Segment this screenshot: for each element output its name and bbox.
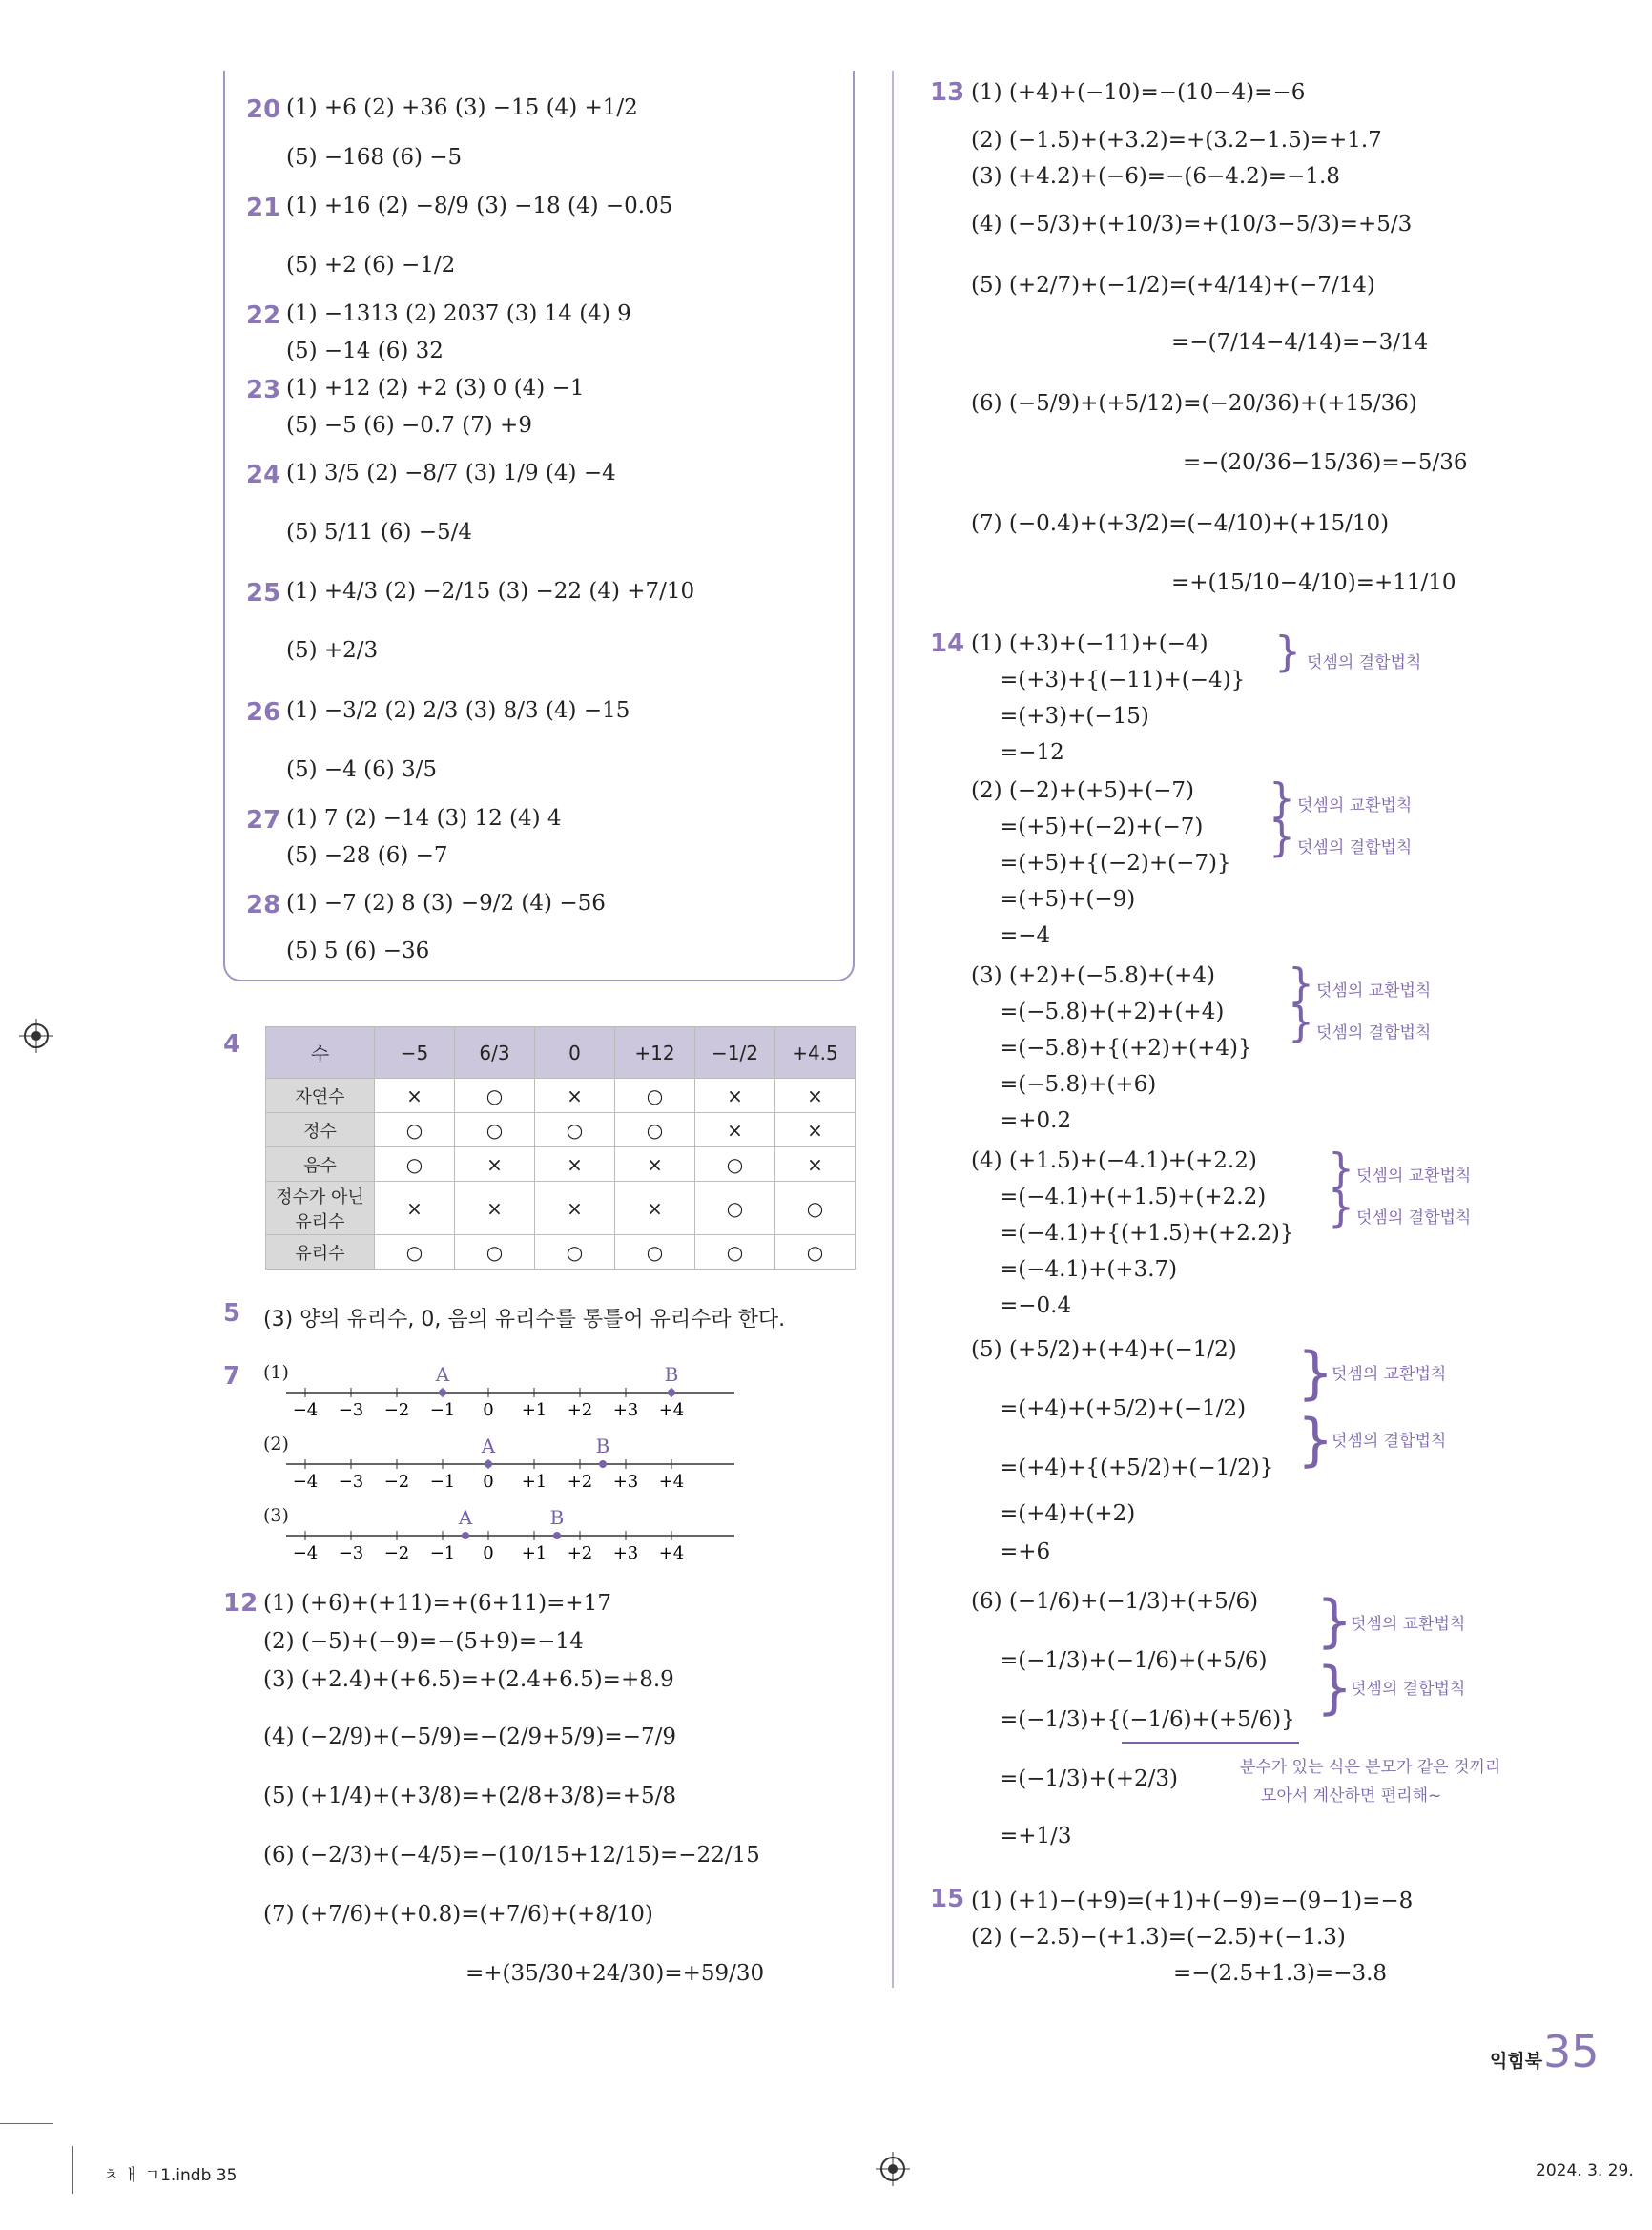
tick-label: −3	[338, 1400, 364, 1420]
tick-label: −3	[338, 1543, 364, 1563]
problem-number: 12	[223, 1589, 258, 1618]
tick-label: −1	[429, 1400, 456, 1420]
note-label: 덧셈의 결합법칙	[1351, 1680, 1466, 1699]
solution-line: (3) (+2)+(−5.8)+(+4)	[971, 963, 1215, 988]
problem-number: 20	[246, 95, 281, 124]
point-a	[462, 1532, 469, 1539]
solution-line: =(−1/3)+(−1/6)+(+5/6)	[1000, 1648, 1268, 1673]
answer-line: (5) −14 (6) 32	[286, 339, 444, 363]
problem-number: 26	[246, 698, 281, 727]
solution-line: (6) (−5/9)+(+5/12)=(−20/36)+(+15/36)	[971, 391, 1417, 416]
solution-line: =(−1/3)+(+2/3)	[1000, 1766, 1179, 1791]
table-cell: ○	[375, 1235, 455, 1270]
table-header: 0	[535, 1027, 615, 1079]
tick-label: −2	[383, 1400, 410, 1420]
number-lines	[286, 1354, 744, 1583]
answer-line: (5) −4 (6) 3/5	[286, 757, 438, 782]
brace-icon: }	[1269, 813, 1295, 861]
table-row	[266, 1147, 856, 1182]
table-cell: ○	[455, 1079, 535, 1113]
solution-line: (2) (−5)+(−9)=−(5+9)=−14	[263, 1629, 584, 1654]
brace-icon: }	[1316, 1588, 1353, 1655]
note-label: 덧셈의 교환법칙	[1332, 1365, 1447, 1384]
answer-line: (5) −28 (6) −7	[286, 843, 448, 868]
tip-note: 모아서 계산하면 편리해~	[1261, 1786, 1442, 1806]
row-label: 정수	[266, 1113, 375, 1147]
tick-label: 0	[483, 1543, 494, 1563]
tick-label: +3	[612, 1400, 639, 1420]
problem-number: 5	[223, 1299, 241, 1328]
note-label: 덧셈의 교환법칙	[1297, 796, 1413, 816]
table-row	[266, 1235, 856, 1270]
table-cell: ×	[375, 1182, 455, 1235]
problem-number: 22	[246, 301, 281, 330]
file-info: ㅊ ㅐ ㄱ1.indb 35	[103, 2166, 237, 2185]
table-header: −5	[375, 1027, 455, 1079]
table-cell: ○	[775, 1182, 856, 1235]
point-label: B	[595, 1435, 610, 1457]
answer-line: (5) +2/3	[286, 638, 379, 663]
note-label: 덧셈의 교환법칙	[1316, 981, 1432, 1001]
answer-line: (5) 5/11 (6) −5/4	[286, 520, 473, 545]
solution-line: =(+5)+(−9)	[1000, 887, 1136, 912]
solution-line: (1) (+4)+(−10)=−(10−4)=−6	[971, 80, 1306, 105]
point-b	[668, 1389, 675, 1396]
table-cell: ○	[375, 1113, 455, 1147]
problem-number: 21	[246, 194, 281, 222]
point-label: A	[458, 1506, 473, 1529]
answer-line: (5) +2 (6) −1/2	[286, 253, 456, 278]
tick-label: 0	[483, 1400, 494, 1420]
problem-number: 27	[246, 806, 281, 835]
tick-label: +2	[567, 1400, 593, 1420]
table-cell: ×	[695, 1079, 775, 1113]
solution-line: =−0.4	[1000, 1293, 1072, 1318]
row-label: 유리수	[266, 1235, 375, 1270]
table-cell: ○	[615, 1079, 695, 1113]
table-cell: ○	[695, 1182, 775, 1235]
table-row	[266, 1113, 856, 1147]
answer-line: (1) +6 (2) +36 (3) −15 (4) +1/2	[286, 95, 638, 120]
table-row	[266, 1182, 856, 1235]
table-header: +12	[615, 1027, 695, 1079]
brace-icon: }	[1269, 774, 1295, 823]
table-cell: ×	[375, 1079, 455, 1113]
table-header: 6/3	[455, 1027, 535, 1079]
table-cell: ×	[695, 1113, 775, 1147]
tick-label: +4	[658, 1400, 685, 1420]
tick-label: +3	[612, 1543, 639, 1563]
answer-line: (5) −168 (6) −5	[286, 145, 463, 170]
note-label: 덧셈의 교환법칙	[1356, 1167, 1472, 1186]
solution-line: =(−4.1)+(+3.7)	[1000, 1257, 1178, 1282]
problem-number: 25	[246, 579, 281, 608]
table-cell: ×	[535, 1079, 615, 1113]
tick-label: +1	[521, 1543, 547, 1563]
solution-line: (3) (+2.4)+(+6.5)=+(2.4+6.5)=+8.9	[263, 1667, 674, 1692]
table-cell: ×	[775, 1113, 856, 1147]
solution-line: =(+5)+{(−2)+(−7)}	[1000, 851, 1231, 876]
solution-line: =(−5.8)+{(+2)+(+4)}	[1000, 1036, 1252, 1061]
table-cell: ○	[535, 1113, 615, 1147]
row-label: 자연수	[266, 1079, 375, 1113]
solution-line: =−(2.5+1.3)=−3.8	[1173, 1961, 1388, 1986]
solution-line: =−12	[1000, 740, 1064, 765]
brace-icon: }	[1297, 1340, 1334, 1407]
solution-line: =(+5)+(−2)+(−7)	[1000, 815, 1204, 839]
brace-icon: }	[1297, 1407, 1334, 1474]
problem-number: 13	[930, 78, 965, 107]
solution-line: =(+3)+(−15)	[1000, 704, 1149, 729]
solution-line: (5) (+2/7)+(−1/2)=(+4/14)+(−7/14)	[971, 273, 1375, 298]
tick-label: +4	[658, 1472, 685, 1492]
table-cell: ○	[775, 1235, 856, 1270]
note-label: 덧셈의 결합법칙	[1297, 838, 1413, 857]
solution-line: =−(20/36−15/36)=−5/36	[1183, 450, 1468, 475]
solution-line: =+(15/10−4/10)=+11/10	[1171, 570, 1456, 595]
solution-line: =(+4)+(+5/2)+(−1/2)	[1000, 1396, 1247, 1421]
answer-line: (1) 7 (2) −14 (3) 12 (4) 4	[286, 806, 562, 831]
solution-line: (7) (+7/6)+(+0.8)=(+7/6)+(+8/10)	[263, 1902, 653, 1927]
table-cell: ○	[535, 1235, 615, 1270]
tick-label: +2	[567, 1543, 593, 1563]
solution-line: (1) (+6)+(+11)=+(6+11)=+17	[263, 1591, 611, 1616]
table-cell: ○	[455, 1113, 535, 1147]
table-cell: ×	[615, 1182, 695, 1235]
solution-line: =+1/3	[1000, 1824, 1072, 1848]
part-label: (3)	[263, 1505, 289, 1526]
tick-label: −1	[429, 1472, 456, 1492]
point-label: B	[549, 1506, 565, 1529]
solution-line: =+(35/30+24/30)=+59/30	[465, 1961, 765, 1986]
answer-text: (3) 양의 유리수, 0, 음의 유리수를 통틀어 유리수라 한다.	[263, 1308, 786, 1332]
answer-line: (1) −3/2 (2) 2/3 (3) 8/3 (4) −15	[286, 698, 630, 723]
problem-number: 24	[246, 461, 281, 489]
tick-label: −4	[292, 1472, 319, 1492]
solution-line: =(+3)+{(−11)+(−4)}	[1000, 668, 1246, 692]
table-cell: ×	[455, 1182, 535, 1235]
solution-line: (2) (−2.5)−(+1.3)=(−2.5)+(−1.3)	[971, 1925, 1346, 1950]
note-label: 덧셈의 결합법칙	[1307, 653, 1422, 672]
solution-line: =+6	[1000, 1539, 1051, 1564]
point-label: A	[435, 1363, 450, 1386]
page-number: 35	[1543, 2026, 1600, 2077]
tick-label: −4	[292, 1543, 319, 1563]
note-label: 덧셈의 결합법칙	[1356, 1208, 1472, 1228]
table-cell: ○	[695, 1147, 775, 1182]
brace-icon: }	[1328, 1145, 1354, 1193]
answer-line: (1) −1313 (2) 2037 (3) 14 (4) 9	[286, 301, 631, 326]
table-cell: ×	[615, 1147, 695, 1182]
brace-icon: }	[1288, 998, 1314, 1046]
solution-line: (5) (+1/4)+(+3/8)=+(2/8+3/8)=+5/8	[263, 1784, 676, 1808]
note-label: 덧셈의 교환법칙	[1351, 1615, 1466, 1634]
crop-mark	[72, 2146, 73, 2194]
answer-line: (5) −5 (6) −0.7 (7) +9	[286, 413, 532, 438]
table-cell: ○	[695, 1235, 775, 1270]
solution-line: =(−5.8)+(+6)	[1000, 1072, 1157, 1097]
part-label: (2)	[263, 1434, 289, 1455]
part-label: (1)	[263, 1362, 289, 1383]
problem-number: 15	[930, 1885, 965, 1913]
solution-line: =(−5.8)+(+2)+(+4)	[1000, 1000, 1225, 1024]
table-cell: ○	[455, 1235, 535, 1270]
tick-label: −4	[292, 1400, 319, 1420]
brace-icon: }	[1274, 628, 1301, 676]
solution-line: =(−1/3)+{(−1/6)+(+5/6)}	[1000, 1707, 1295, 1732]
tick-label: −2	[383, 1543, 410, 1563]
print-date: 2024. 3. 29.	[1536, 2161, 1634, 2180]
registration-mark	[876, 2152, 910, 2186]
table-cell: ×	[535, 1147, 615, 1182]
table-cell: ○	[615, 1113, 695, 1147]
solution-line: (6) (−2/3)+(−4/5)=−(10/15+12/15)=−22/15	[263, 1843, 760, 1868]
answer-line: (1) +12 (2) +2 (3) 0 (4) −1	[286, 376, 585, 401]
tick-label: −3	[338, 1472, 364, 1492]
solution-line: =+0.2	[1000, 1108, 1072, 1133]
problem-number: 23	[246, 376, 281, 404]
solution-line: =(+4)+{(+5/2)+(−1/2)}	[1000, 1456, 1274, 1480]
table-cell: ○	[615, 1235, 695, 1270]
table-header: +4.5	[775, 1027, 856, 1079]
point-b	[553, 1532, 561, 1539]
note-label: 덧셈의 결합법칙	[1332, 1432, 1447, 1451]
solution-line: =(−4.1)+(+1.5)+(+2.2)	[1000, 1185, 1267, 1209]
problem-number: 28	[246, 891, 281, 919]
tick-label: −1	[429, 1543, 456, 1563]
solution-line: (5) (+5/2)+(+4)+(−1/2)	[971, 1337, 1237, 1362]
brace-icon: }	[1316, 1655, 1353, 1722]
table-cell: ×	[775, 1079, 856, 1113]
answer-line: (1) −7 (2) 8 (3) −9/2 (4) −56	[286, 891, 606, 916]
underline-mark	[1122, 1742, 1299, 1744]
table-header: 수	[266, 1027, 375, 1079]
brace-icon: }	[1288, 960, 1314, 1008]
tick-label: +4	[658, 1543, 685, 1563]
solution-line: =−4	[1000, 923, 1051, 948]
solution-line: =(+4)+(+2)	[1000, 1501, 1136, 1526]
tick-label: +1	[521, 1472, 547, 1492]
problem-number: 7	[223, 1362, 241, 1391]
solution-line: (6) (−1/6)+(−1/3)+(+5/6)	[971, 1589, 1259, 1614]
solution-line: (1) (+3)+(−11)+(−4)	[971, 631, 1208, 656]
column-divider	[892, 71, 894, 1988]
table-cell: ×	[455, 1147, 535, 1182]
registration-mark	[19, 1019, 53, 1053]
tick-label: −2	[383, 1472, 410, 1492]
solution-line: (4) (−2/9)+(−5/9)=−(2/9+5/9)=−7/9	[263, 1724, 676, 1749]
tip-note: 분수가 있는 식은 분모가 같은 것끼리	[1240, 1758, 1501, 1777]
row-label: 음수	[266, 1147, 375, 1182]
solution-line: (3) (+4.2)+(−6)=−(6−4.2)=−1.8	[971, 164, 1340, 189]
solution-line: (7) (−0.4)+(+3/2)=(−4/10)+(+15/10)	[971, 511, 1390, 536]
point-a	[439, 1389, 446, 1396]
solution-line: (2) (−1.5)+(+3.2)=+(3.2−1.5)=+1.7	[971, 128, 1382, 153]
row-label: 정수가 아닌 유리수	[266, 1182, 375, 1235]
table-cell: ×	[775, 1147, 856, 1182]
classification-table	[265, 1026, 856, 1270]
answer-line: (5) 5 (6) −36	[286, 939, 430, 963]
note-label: 덧셈의 결합법칙	[1316, 1023, 1432, 1043]
tick-label: +3	[612, 1472, 639, 1492]
point-label: A	[481, 1435, 496, 1457]
solution-line: (4) (+1.5)+(−4.1)+(+2.2)	[971, 1148, 1257, 1173]
book-name: 익힘북	[1490, 2051, 1543, 2072]
problem-number: 4	[223, 1030, 241, 1059]
tick-label: +1	[521, 1400, 547, 1420]
tick-label: +2	[567, 1472, 593, 1492]
tick-label: 0	[483, 1472, 494, 1492]
brace-icon: }	[1328, 1183, 1354, 1231]
table-cell: ○	[375, 1147, 455, 1182]
point-b	[599, 1460, 607, 1468]
point-a	[485, 1460, 492, 1468]
solution-line: (2) (−2)+(+5)+(−7)	[971, 778, 1194, 803]
solution-line: =−(7/14−4/14)=−3/14	[1171, 330, 1429, 355]
table-cell: ×	[535, 1182, 615, 1235]
crop-mark	[0, 2123, 53, 2124]
answer-line: (1) +16 (2) −8/9 (3) −18 (4) −0.05	[286, 194, 673, 218]
answer-line: (1) 3/5 (2) −8/7 (3) 1/9 (4) −4	[286, 461, 616, 485]
point-label: B	[664, 1363, 679, 1386]
solution-line: (1) (+1)−(+9)=(+1)+(−9)=−(9−1)=−8	[971, 1889, 1414, 1913]
solution-line: (4) (−5/3)+(+10/3)=+(10/3−5/3)=+5/3	[971, 212, 1413, 237]
problem-number: 14	[930, 630, 965, 658]
table-row	[266, 1079, 856, 1113]
table-header: −1/2	[695, 1027, 775, 1079]
answer-line: (1) +4/3 (2) −2/15 (3) −22 (4) +7/10	[286, 579, 695, 604]
solution-line: =(−4.1)+{(+1.5)+(+2.2)}	[1000, 1221, 1294, 1246]
